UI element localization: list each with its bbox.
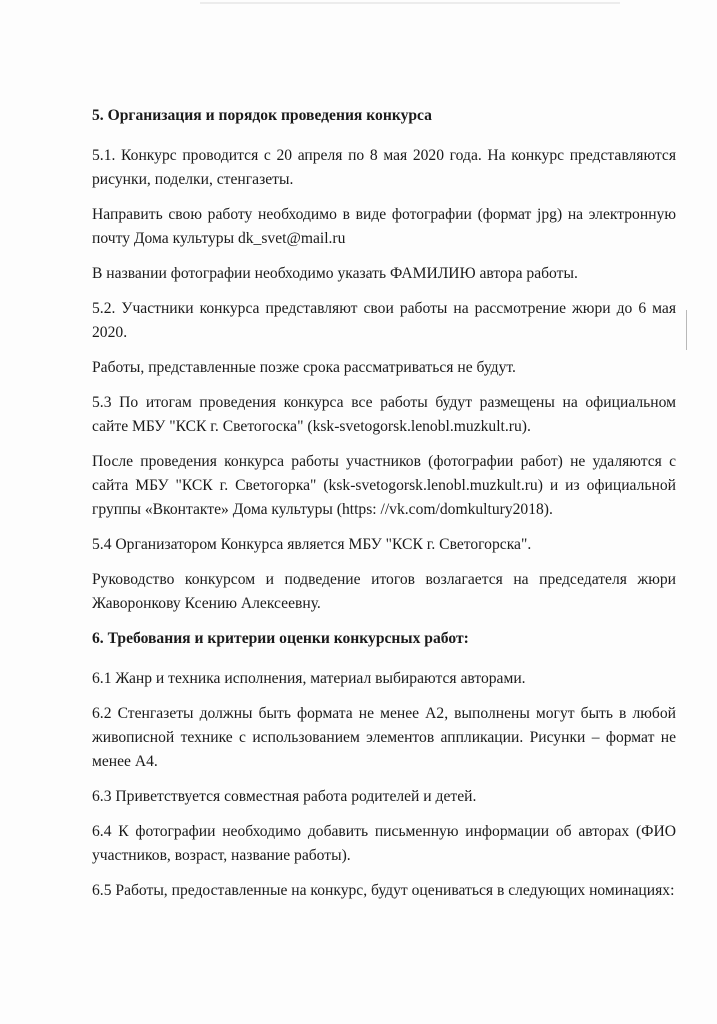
paragraph-5-4-jury: Руководство конкурсом и подведение итогов возлагается на председателя жюри Жаворонкову Ксению Алексеевну.	[92, 571, 676, 612]
paragraph-5-1-email: Направить свою работу необходимо в виде фотографии (формат jpg) на электронную почту Дома культуры dk_svet@mail.ru	[92, 206, 676, 247]
paragraph-6-5: 6.5 Работы, предоставленные на конкурс, будут оцениваться в следующих номинациях:	[92, 882, 675, 899]
paragraph-5-3-after: После проведения конкурса работы участников (фотографии работ) не удаляются с сайта МБУ "КСК г. Светогорка" (ksk-svetogorsk.lenobl.muzkult.ru) и из официальной группы «Вконтакте» Дома культуры (https: //vk.com/domkultury2018).	[92, 453, 676, 518]
paragraph-6-1: 6.1 Жанр и техника исполнения, материал выбираются авторами.	[92, 670, 526, 687]
paragraph-6-2: 6.2 Стенгазеты должны быть формата не менее А2, выполнены могут быть в любой живописной технике с использованием элементов аппликации. Рисунки – формат не менее А4.	[92, 705, 676, 770]
paragraph-5-1: 5.1. Конкурс проводится с 20 апреля по 8 мая 2020 года. На конкурс представляются рисунки, поделки, стенгазеты.	[92, 147, 676, 188]
section-5-title: 5. Организация и порядок проведения конкурса	[92, 107, 432, 124]
paragraph-6-3: 6.3 Приветствуется совместная работа родителей и детей.	[92, 788, 477, 805]
section-6-title: 6. Требования и критерии оценки конкурсных работ:	[92, 630, 469, 647]
paragraph-6-4: 6.4 К фотографии необходимо добавить письменную информации об авторах (ФИО участников, возраст, название работы).	[92, 823, 676, 864]
document-body	[92, 104, 676, 914]
paragraph-5-1-filename: В названии фотографии необходимо указать ФАМИЛИЮ автора работы.	[92, 265, 578, 282]
paragraph-5-2: 5.2. Участники конкурса представляют свои работы на рассмотрение жюри до 6 мая 2020.	[92, 300, 676, 341]
scan-artifact	[200, 2, 620, 4]
paragraph-5-3: 5.3 По итогам проведения конкурса все работы будут размещены на официальном сайте МБУ "КСК г. Светогоска" (ksk-svetogorsk.lenobl.muzkult.ru).	[92, 394, 676, 435]
scan-artifact-line	[686, 310, 687, 350]
paragraph-5-4: 5.4 Организатором Конкурса является МБУ "КСК г. Светогорска".	[92, 536, 532, 553]
paragraph-5-2-late: Работы, представленные позже срока рассматриваться не будут.	[92, 359, 516, 376]
